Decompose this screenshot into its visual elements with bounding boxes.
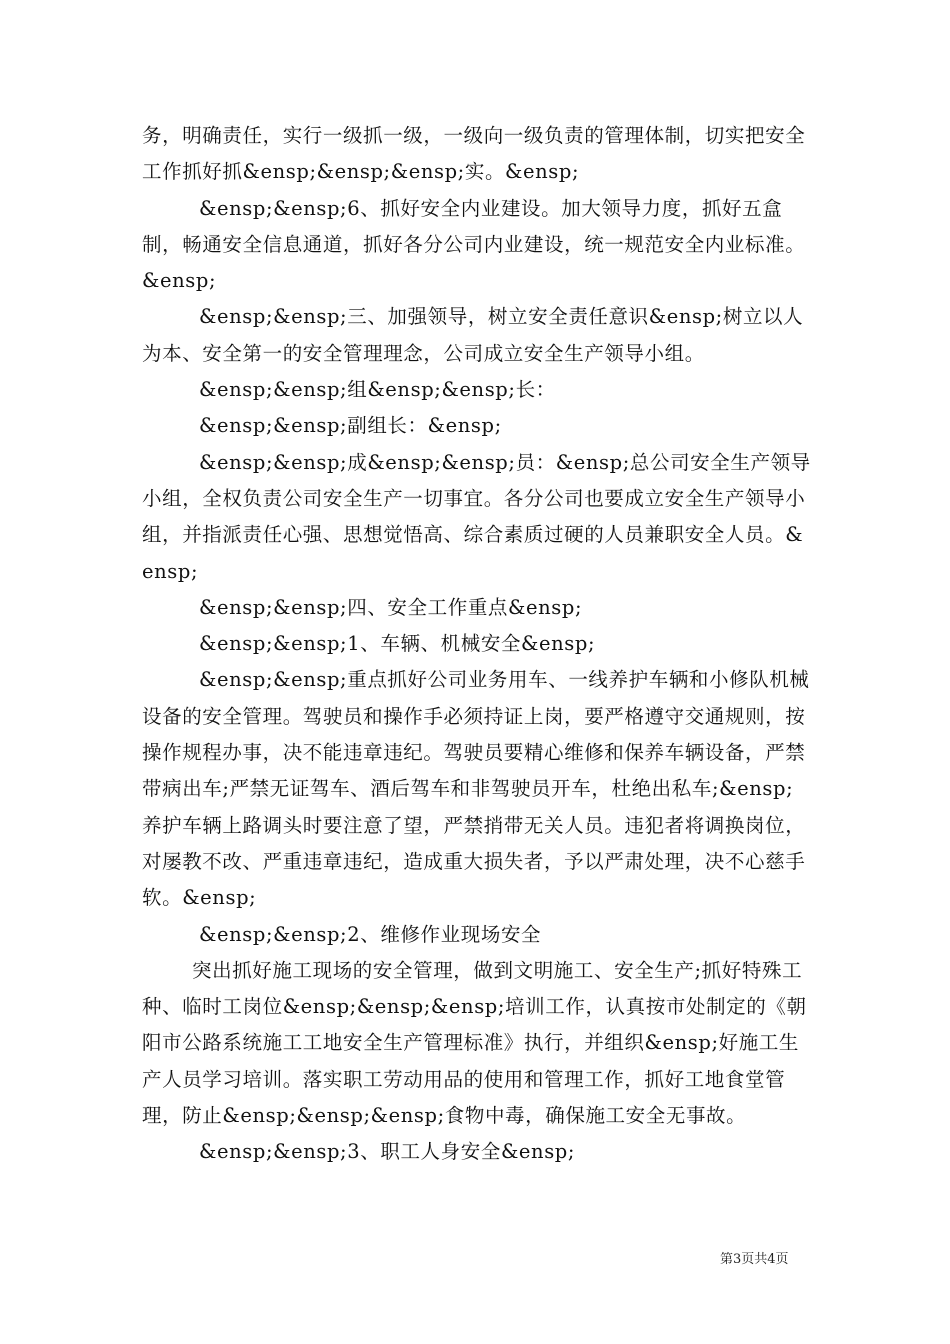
- paragraph-3: &ensp;&ensp;三、加强领导，树立安全责任意识&ensp;树立以人为本、安全第一的安全管理理念，公司成立安全生产领导小组。: [142, 305, 804, 365]
- paragraph-9: &ensp;&ensp;重点抓好公司业务用车、一线养护车辆和小修队机械设备的安全管理。驾驶员和操作手必须持证上岗，要严格遵守交通规则，按操作规程办事，决不能违章违纪。驾驶员要精心维修和保养车辆设备，严禁带病出车;严禁无证驾车、酒后驾车和非驾驶员开车，杜绝出私车;&ensp;养护车辆上路调头时要注意了望，严禁捎带无关人员。违犯者将调换岗位，对屡教不改、严重违章违纪，造成重大损失者，予以严肃处理，决不心慈手软。&ensp;: [142, 668, 810, 910]
- paragraph-5: &ensp;&ensp;副组长：&ensp;: [199, 414, 502, 438]
- paragraph-11: 突出抓好施工现场的安全管理，做到文明施工、安全生产;抓好特殊工种、临时工岗位&ensp;&ensp;&ensp;培训工作，认真按市处制定的《朝阳市公路系统施工工地安全生产管理标准》执行，并组织&ensp;好施工生产人员学习培训。落实职工劳动用品的使用和管理工作，抓好工地食堂管理，防止&ensp;&ensp;&ensp;食物中毒，确保施工安全无事故。: [142, 958, 807, 1128]
- page-number-footer: 第3页共4页: [720, 1252, 789, 1267]
- paragraph-7: &ensp;&ensp;四、安全工作重点&ensp;: [199, 595, 583, 619]
- paragraph-6: &ensp;&ensp;成&ensp;&ensp;员：&ensp;总公司安全生产领导小组，全权负责公司安全生产一切事宜。各分公司也要成立安全生产领导小组，并指派责任心强、思想觉悟高、综合素质过硬的人员兼职安全人员。&ensp;: [142, 450, 811, 583]
- paragraph-12: &ensp;&ensp;3、职工人身安全&ensp;: [199, 1140, 576, 1164]
- paragraph-4: &ensp;&ensp;组&ensp;&ensp;长：: [199, 378, 556, 402]
- paragraph-2: &ensp;&ensp;6、抓好安全内业建设。加大领导力度，抓好五盒制，畅通安全信息通道，抓好各分公司内业建设，统一规范安全内业标准。&ensp;: [142, 196, 806, 293]
- paragraph-10: &ensp;&ensp;2、维修作业现场安全: [199, 922, 542, 946]
- paragraph-8: &ensp;&ensp;1、车辆、机械安全&ensp;: [199, 632, 596, 656]
- paragraph-1: 务，明确责任，实行一级抓一级，一级向一级负责的管理体制，切实把安全工作抓好抓&ensp;&ensp;&ensp;实。&ensp;: [142, 124, 806, 184]
- document-body: [142, 118, 812, 1171]
